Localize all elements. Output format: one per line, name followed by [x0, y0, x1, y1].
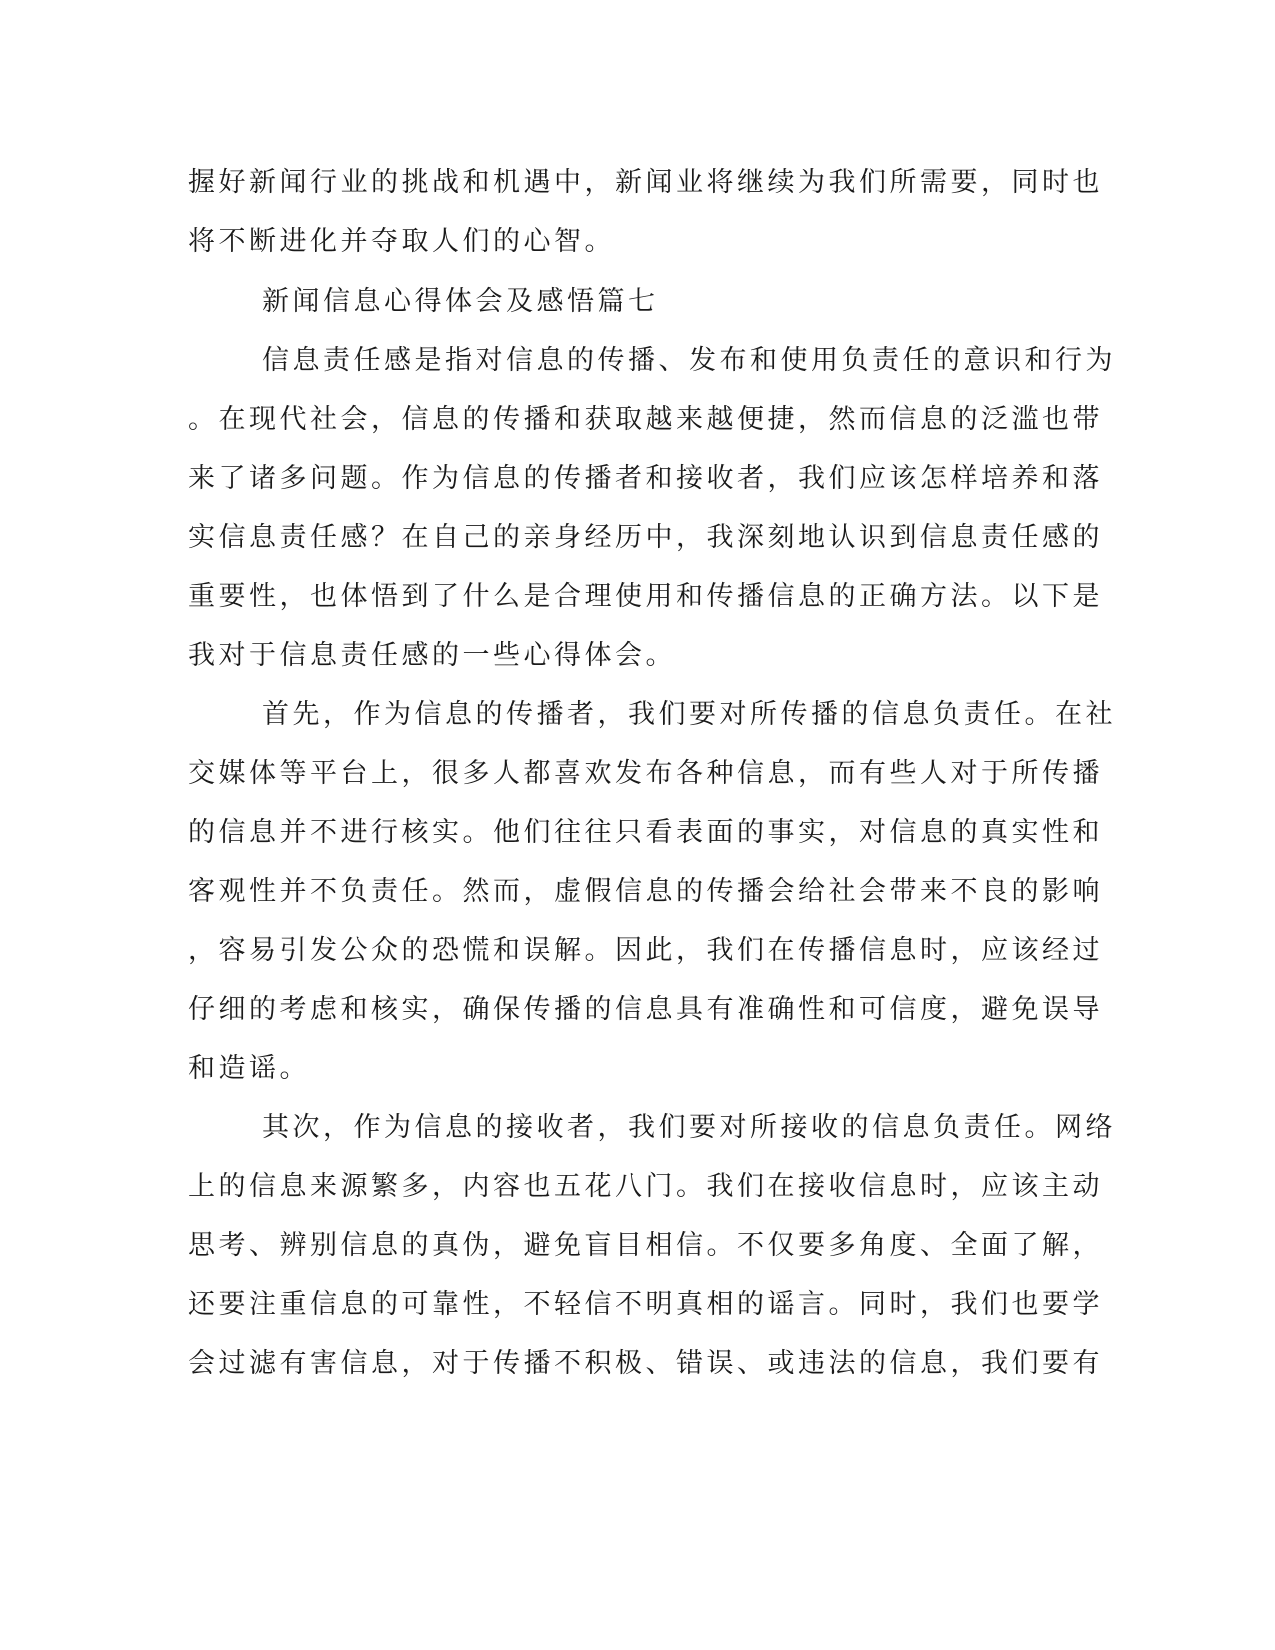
paragraph-first-line: 其次，作为信息的接收者，我们要对所接收的信息负责任。网络: [262, 1112, 1116, 1143]
text-line: 我对于信息责任感的一些心得体会。: [188, 640, 676, 671]
text-line: 交媒体等平台上，很多人都喜欢发布各种信息，而有些人对于所传播: [188, 758, 1103, 789]
text-line: 会过滤有害信息，对于传播不积极、错误、或违法的信息，我们要有: [188, 1348, 1103, 1379]
text-line: 和造谣。: [188, 1053, 310, 1084]
text-line: 握好新闻行业的挑战和机遇中，新闻业将继续为我们所需要，同时也: [188, 167, 1103, 198]
text-line: 将不断进化并夺取人们的心智。: [188, 226, 615, 257]
text-line: 的信息并不进行核实。他们往往只看表面的事实，对信息的真实性和: [188, 817, 1103, 848]
text-line: ，容易引发公众的恐慌和误解。因此，我们在传播信息时，应该经过: [188, 935, 1103, 966]
text-line: 客观性并不负责任。然而，虚假信息的传播会给社会带来不良的影响: [188, 876, 1103, 907]
text-line: 思考、辨别信息的真伪，避免盲目相信。不仅要多角度、全面了解，: [188, 1230, 1103, 1261]
section-heading: 新闻信息心得体会及感悟篇七: [262, 286, 659, 317]
paragraph-first-line: 信息责任感是指对信息的传播、发布和使用负责任的意识和行为: [262, 345, 1116, 376]
text-line: 重要性，也体悟到了什么是合理使用和传播信息的正确方法。以下是: [188, 581, 1103, 612]
text-line: 还要注重信息的可靠性，不轻信不明真相的谣言。同时，我们也要学: [188, 1289, 1103, 1320]
text-line: 来了诸多问题。作为信息的传播者和接收者，我们应该怎样培养和落: [188, 463, 1103, 494]
paragraph-first-line: 首先，作为信息的传播者，我们要对所传播的信息负责任。在社: [262, 699, 1116, 730]
text-line: 上的信息来源繁多，内容也五花八门。我们在接收信息时，应该主动: [188, 1171, 1103, 1202]
text-line: 实信息责任感？在自己的亲身经历中，我深刻地认识到信息责任感的: [188, 522, 1103, 553]
text-line: 仔细的考虑和核实，确保传播的信息具有准确性和可信度，避免误导: [188, 994, 1103, 1025]
text-line: 。在现代社会，信息的传播和获取越来越便捷，然而信息的泛滥也带: [188, 404, 1103, 435]
